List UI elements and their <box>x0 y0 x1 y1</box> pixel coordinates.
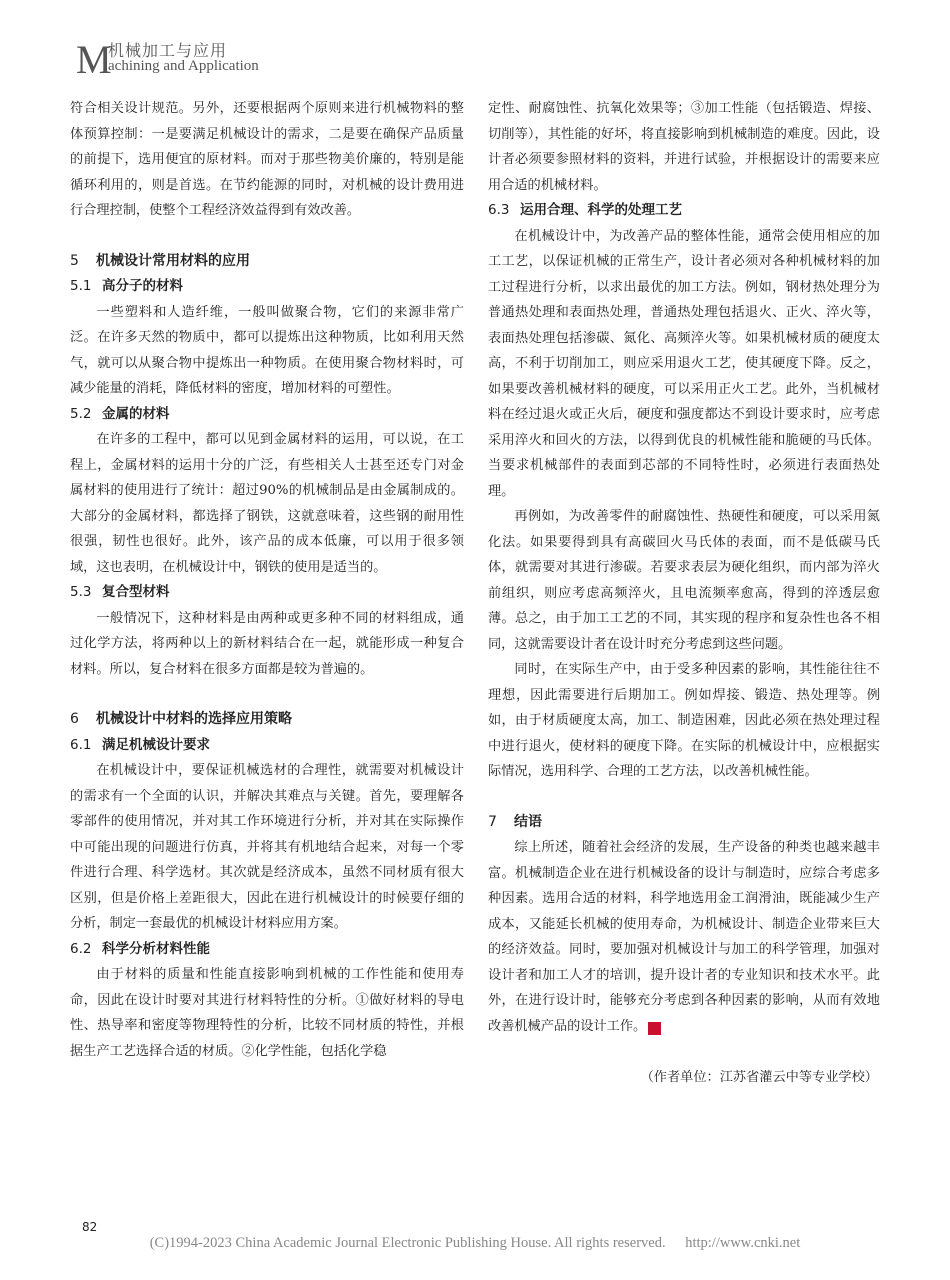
subsection-heading-6-1 <box>70 733 464 759</box>
section-heading-6 <box>70 707 464 733</box>
subsection-heading-5-1 <box>70 274 464 300</box>
subsection-title: 复合型材料 <box>102 584 170 600</box>
paragraph: 一些塑料和人造纤维，一般叫做聚合物，它们的来源非常广泛。在许多天然的物质中，都可以提炼出这种物质，比如利用天然气，就可以从聚合物中提炼出一种物质。在使用聚合物材料时，可减少能量的消耗，降低材料的密度，增加材料的可塑性。 <box>70 304 464 396</box>
paragraph: 同时，在实际生产中，由于受多种因素的影响，其性能往往不理想，因此需要进行后期加工。例如焊接、锻造、热处理等。例如，由于材质硬度太高，加工、制造困难，因此必须在热处理过程中进行退火，使材料的硬度下降。在实际的机械设计中，应根据实际情况，选用科学、合理的工艺方法，以改善机械性能。 <box>488 662 880 779</box>
end-mark-icon: 滴 <box>648 1022 661 1035</box>
conclusion-text: 综上所述，随着社会经济的发展，生产设备的种类也越来越丰富。机械制造企业在进行机械设备的设计与制造时，应综合考虑多种因素。选用合适的材料，科学地选用金工润滑油，既能减少生产成本，又能延长机械的使用寿命，为机械设计、制造企业带来巨大的经济效益。同时，要加强对机械设计与加工的科学管理，加强对设计者和加工人才的培训，提升设计者的专业知识和技术水平。此外，在进行设计时，能够充分考虑到各种因素的影响，从而有效地改善机械产品的设计工作。 <box>488 840 880 1034</box>
subsection-heading-6-2 <box>70 937 464 963</box>
subsection-title: 满足机械设计要求 <box>102 736 210 753</box>
subsection-heading-6-3 <box>488 198 880 224</box>
paragraph: 在机械设计中，为改善产品的整体性能，通常会使用相应的加工工艺，以保证机械的正常生产，设计者必须对各种机械材料的加工过程进行分析，以求出最优的加工方法。例如，钢材热处理分为普通热处理和表面热处理，普通热处理包括退火、正火、淬火等，表面热处理包括渗碳、氮化、高频淬火等。如果机械材质的硬度太高，不利于切削加工，则应采用退火工艺，使其硬度下降。反之，如果要改善机械材料的硬度，可以采用正火工艺。此外，当机械材料在经过退火或正火后，硬度和强度都达不到设计要求时，应考虑采用淬火和回火的方法，以得到优良的机械性能和脆硬的马氏体。当要求机械部件的表面到芯部的不同特性时，必须进行表面热处理。 <box>488 228 880 499</box>
paragraph: 一般情况下，这种材料是由两种或更多种不同的材料组成，通过化学方法，将两种以上的新材料结合在一起，就能形成一种复合材料。所以，复合材料在很多方面都是较为普遍的。 <box>70 610 464 677</box>
paragraph: 由于材料的质量和性能直接影响到机械的工作性能和使用寿命，因此在设计时要对其进行材料特性的分析。①做好材料的导电性、热导率和密度等物理特性的分析，比较不同材质的特性，并根据生产工艺选择合适的材质。②化学性能，包括化学稳 <box>70 967 464 1059</box>
copyright-footer <box>0 1235 950 1252</box>
subsection-heading-5-2 <box>70 402 464 428</box>
subsection-number: 5.2 <box>70 405 92 422</box>
paragraph: 在机械设计中，要保证机械选材的合理性，就需要对机械设计的需求有一个全面的认识，并解决其难点与关键。首先，要理解各零部件的使用情况，并对其工作环境进行分析，并对其在实际操作中可能出现的问题进行仿真，并将其有机地结合起来，对每一个零件进行合理、科学选材。其次就是经济成本，虽然不同材质有很大区别，但是价格上差距很大，因此在进行机械设计的时候要仔细的分析，制定一套最优的机械设计材料应用方案。 <box>70 763 464 931</box>
section-heading-5 <box>70 249 464 275</box>
section-number: 7 <box>488 813 497 830</box>
journal-title-en: achining and Application <box>108 58 259 74</box>
subsection-number: 5.3 <box>70 584 92 600</box>
paragraph: 符合相关设计规范。另外，还要根据两个原则来进行机械物料的整体预算控制：一是要满足机械设计的需求，二是要在确保产品质量的前提下，选用便宜的原材料。而对于那些物美价廉的，特别是能循环利用的，则是首选。在节约能源的同时，对机械的设计费用进行合理控制，使整个工程经济效益得到有效改善。 <box>70 101 464 218</box>
journal-logo-letter: M <box>76 37 112 82</box>
section-number: 5 <box>70 252 79 269</box>
paragraph: 在许多的工程中，都可以见到金属材料的运用，可以说，在工程上，金属材料的运用十分的广泛，有些相关人士甚至还专门对金属材料的使用进行了统计：超过90%的机械制品是由金属制成的。大部分的金属材料，都选择了钢铁，这就意味着，这些钢的耐用性很强，韧性也很好。此外，该产品的成本低廉，可以用于很多领域，这也表明，在机械设计中，钢铁的使用是适当的。 <box>70 432 464 575</box>
copyright-text: (C)1994-2023 China Academic Journal Electronic Publishing House. All rights reserved. <box>149 1235 666 1251</box>
subsection-number: 6.2 <box>70 940 92 957</box>
subsection-title: 运用合理、科学的处理工艺 <box>520 202 682 218</box>
section-title: 机械设计常用材料的应用 <box>96 252 250 269</box>
right-column <box>488 96 880 1039</box>
subsection-heading-5-3 <box>70 580 464 606</box>
subsection-title: 科学分析材料性能 <box>102 940 210 957</box>
paragraph <box>488 835 880 1039</box>
journal-title-cn: 机械加工与应用 <box>108 41 228 60</box>
subsection-number: 5.1 <box>70 278 92 294</box>
author-affiliation: （作者单位：江苏省灌云中等专业学校） <box>640 1070 878 1085</box>
section-heading-7 <box>488 810 880 836</box>
left-column <box>70 96 464 1064</box>
subsection-number: 6.1 <box>70 736 92 753</box>
section-number: 6 <box>70 711 79 727</box>
subsection-title: 高分子的材料 <box>102 278 183 294</box>
footer-url: http://www.cnki.net <box>685 1235 801 1251</box>
page-number: 82 <box>82 1220 98 1234</box>
section-title: 结语 <box>514 813 542 830</box>
paragraph: 定性、耐腐蚀性、抗氧化效果等；③加工性能（包括锻造、焊接、切削等），其性能的好坏，将直接影响到机械制造的难度。因此，设计者必须要参照材料的资料，并进行试验，并根据设计的需要来应用合适的机械材料。 <box>488 101 880 193</box>
subsection-number: 6.3 <box>488 202 510 218</box>
section-title: 机械设计中材料的选择应用策略 <box>96 711 292 727</box>
subsection-title: 金属的材料 <box>102 405 170 422</box>
paragraph: 再例如，为改善零件的耐腐蚀性、热硬性和硬度，可以采用氮化法。如果要得到具有高碳回火马氏体的表面，而不是低碳马氏体，就需要对其进行渗碳。若要求表层为硬化组织，而内部为淬火前组织，则应考虑高频淬火，且电流频率愈高，得到的淬透层愈薄。总之，由于加工工艺的不同，其实现的程序和复杂性也各不相同，这就需要设计者在设计时充分考虑到这些问题。 <box>488 509 880 652</box>
